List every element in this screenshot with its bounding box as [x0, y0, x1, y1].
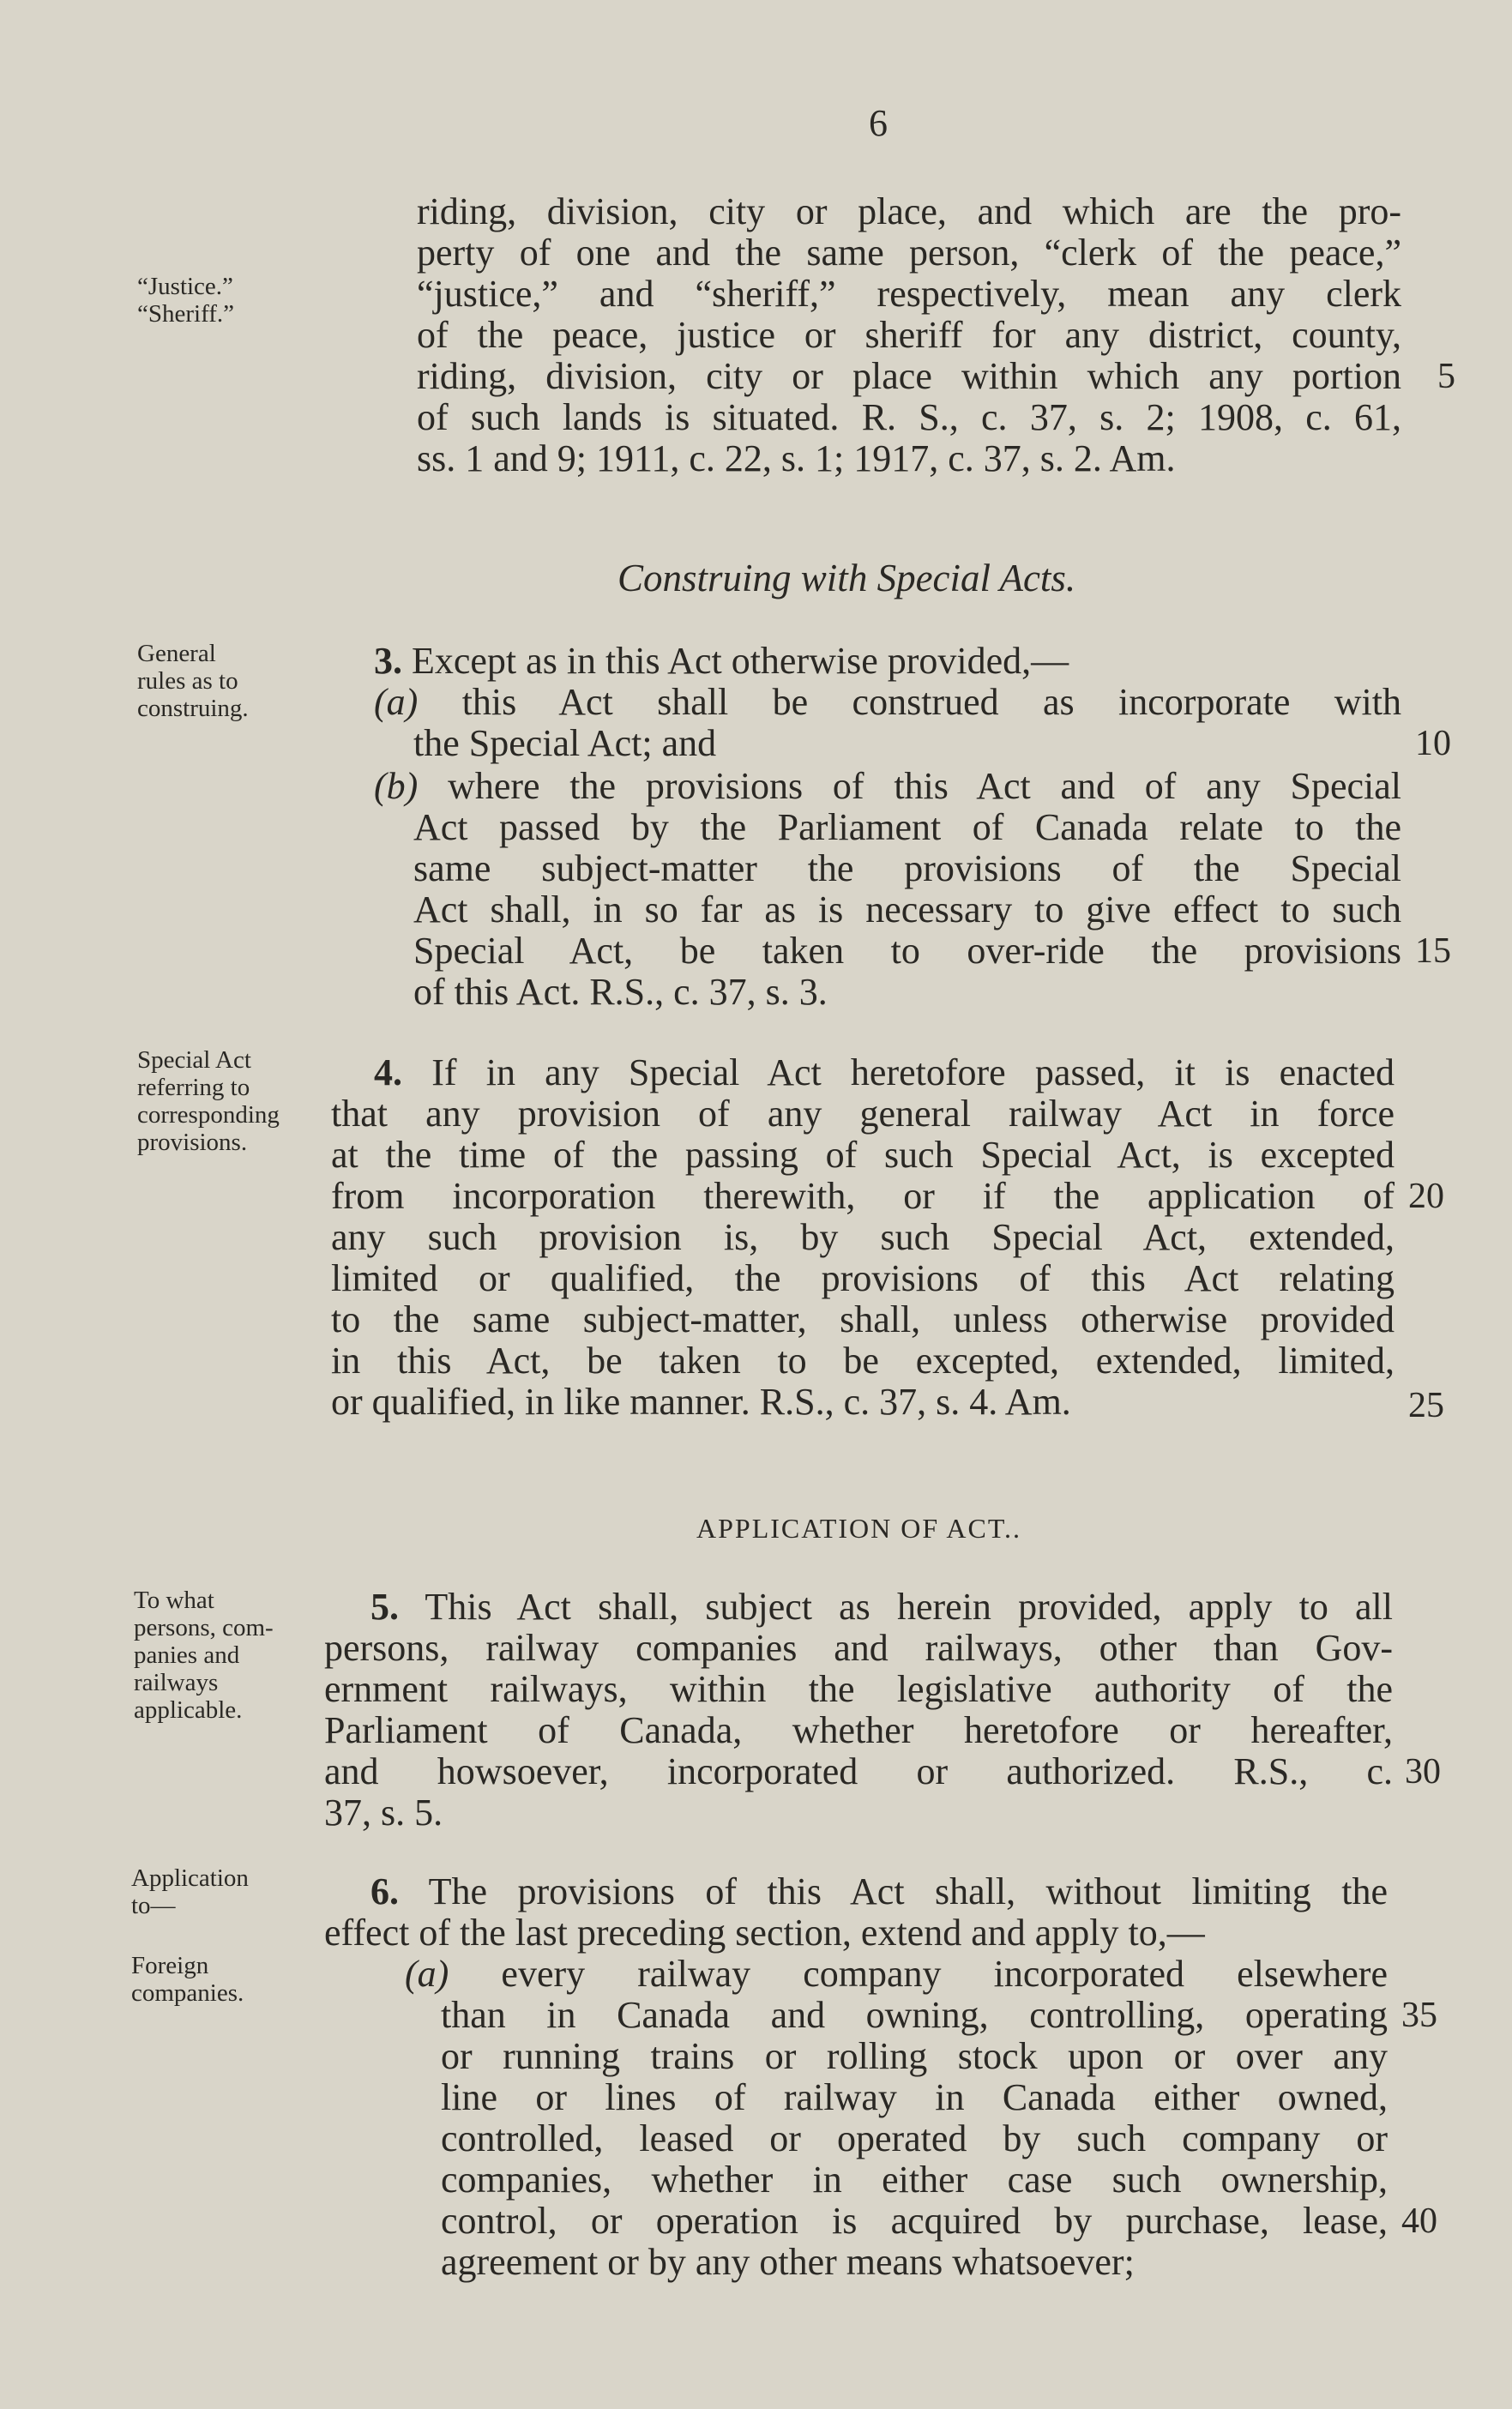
marginal-note-application-to: Application to—: [131, 1864, 249, 1919]
page-number: 6: [869, 102, 888, 144]
text-line: effect of the last preceding section, extend and apply to,—: [324, 1912, 1205, 1954]
clause-b: [374, 766, 1401, 807]
section-number: 6.: [370, 1870, 399, 1912]
section-heading-application: APPLICATION OF ACT..: [696, 1513, 1021, 1544]
clause-text: where the provisions of this Act and of any Special: [418, 765, 1401, 807]
section-number: 5.: [370, 1586, 399, 1628]
text-line: ernment railways, within the legislative authority of the: [324, 1668, 1393, 1710]
text-line: Special Act, be taken to over-ride the provisions: [413, 930, 1401, 972]
section-3-intro: [374, 641, 1069, 682]
section-text: This Act shall, subject as herein provided, apply to all: [399, 1586, 1393, 1628]
clause-text: this Act shall be construed as incorporate with: [418, 681, 1401, 723]
section-text: Except as in this Act otherwise provided,—: [402, 640, 1069, 682]
text-line: perty of one and the same person, “clerk of the peace,”: [417, 232, 1401, 274]
text-line: of the peace, justice or sheriff for any district, county,: [417, 314, 1401, 356]
clause-label: (a): [374, 681, 419, 723]
text-line: control, or operation is acquired by purchase, lease,: [441, 2200, 1388, 2242]
section-number: 4.: [374, 1051, 402, 1093]
marginal-note-general-rules: General rules as to construing.: [137, 640, 249, 722]
section-number: 3.: [374, 640, 402, 682]
text-line: Parliament of Canada, whether heretofore or hereafter,: [324, 1709, 1393, 1751]
marginal-note-special-act: Special Act referring to corresponding provisions.: [137, 1046, 280, 1156]
text-line: from incorporation therewith, or if the application of: [331, 1175, 1395, 1217]
text-line: same subject-matter the provisions of the Special: [413, 847, 1401, 889]
text-line: Act shall, in so far as is necessary to give effect to such: [413, 888, 1401, 930]
clause-a: [405, 1954, 1388, 1995]
text-line: and howsoever, incorporated or authorized. R.S., c.: [324, 1750, 1393, 1792]
text-line: line or lines of railway in Canada either owned,: [441, 2076, 1388, 2118]
section-6-first: [370, 1871, 1388, 1912]
text-line: companies, whether in either case such ownership,: [441, 2159, 1388, 2201]
text-line: ss. 1 and 9; 1911, c. 22, s. 1; 1917, c. 37, s. 2. Am.: [417, 437, 1176, 479]
text-line: limited or qualified, the provisions of this Act relating: [331, 1257, 1395, 1299]
text-line: riding, division, city or place, and which are the pro-: [417, 190, 1401, 232]
line-number: 35: [1401, 1996, 1437, 2035]
line-number: 5: [1437, 357, 1455, 396]
line-number: 40: [1401, 2201, 1437, 2241]
section-heading-construing: Construing with Special Acts.: [617, 557, 1076, 599]
marginal-note-to-what-persons: To what persons, com- panies and railways applicable.: [134, 1587, 274, 1724]
text-line: than in Canada and owning, controlling, operating: [441, 1994, 1388, 2036]
clause-a: [374, 682, 1401, 723]
text-line: controlled, leased or operated by such company or: [441, 2117, 1388, 2159]
section-5-first: [370, 1587, 1393, 1628]
text-line: to the same subject-matter, shall, unless otherwise provided: [331, 1298, 1395, 1340]
marginal-note-justice-sheriff: “Justice.” “Sheriff.”: [137, 273, 234, 328]
text-line: or running trains or rolling stock upon or over any: [441, 2035, 1388, 2077]
text-line: the Special Act; and: [413, 722, 717, 764]
text-line: 37, s. 5.: [324, 1792, 443, 1834]
text-line: Act passed by the Parliament of Canada relate to the: [413, 806, 1401, 848]
text-line: riding, division, city or place within which any portion: [417, 355, 1401, 397]
clause-label: (b): [374, 765, 419, 807]
text-line: of such lands is situated. R. S., c. 37, s. 2; 1908, c. 61,: [417, 396, 1401, 438]
text-line: that any provision of any general railway Act in force: [331, 1093, 1395, 1135]
line-number: 20: [1408, 1177, 1444, 1216]
marginal-note-foreign-companies: Foreign companies.: [131, 1952, 244, 2007]
text-line: agreement or by any other means whatsoever;: [441, 2241, 1135, 2283]
text-line: at the time of the passing of such Special Act, is excepted: [331, 1134, 1395, 1176]
line-number: 25: [1408, 1386, 1444, 1425]
text-line: in this Act, be taken to be excepted, extended, limited,: [331, 1340, 1395, 1382]
line-number: 15: [1415, 931, 1451, 971]
line-number: 10: [1415, 724, 1451, 763]
clause-label: (a): [405, 1953, 449, 1995]
section-text: The provisions of this Act shall, without limiting the: [399, 1870, 1388, 1912]
section-4-first: [374, 1052, 1395, 1093]
text-line: persons, railway companies and railways, other than Gov-: [324, 1627, 1393, 1669]
section-text: If in any Special Act heretofore passed, it is enacted: [402, 1051, 1395, 1093]
clause-text: every railway company incorporated elsewhere: [449, 1953, 1388, 1995]
text-line: or qualified, in like manner. R.S., c. 37, s. 4. Am.: [331, 1381, 1071, 1423]
line-number: 30: [1405, 1752, 1441, 1792]
text-line: any such provision is, by such Special Act, extended,: [331, 1216, 1395, 1258]
text-line: “justice,” and “sheriff,” respectively, mean any clerk: [417, 273, 1401, 315]
text-line: of this Act. R.S., c. 37, s. 3.: [413, 971, 828, 1013]
